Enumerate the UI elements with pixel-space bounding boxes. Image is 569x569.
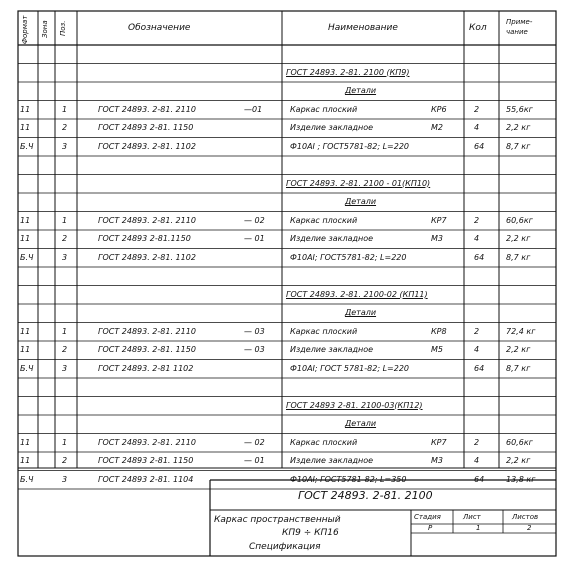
row-mark: М3 <box>431 456 443 465</box>
row-mark: М5 <box>431 345 443 354</box>
header-note-line1: Приме- <box>506 18 533 26</box>
row-note: 2,2 кг <box>506 456 531 465</box>
section-title: ГОСТ 24893 2-81. 2100-03(КП12) <box>286 400 423 410</box>
stamp-title-line1: Каркас пространственный <box>214 515 341 525</box>
section-subtitle: Детали <box>345 308 377 317</box>
row-quantity: 2 <box>474 104 480 114</box>
row-quantity: 2 <box>474 437 480 447</box>
stamp-sheet-label: Лист <box>463 513 481 521</box>
row-designation-suffix: — 01 <box>244 456 265 465</box>
row-note: 55,6кг <box>506 104 533 114</box>
row-designation-suffix: — 02 <box>244 437 265 447</box>
row-position: 3 <box>62 363 68 373</box>
row-name: Каркас плоский <box>290 326 358 336</box>
row-quantity: 4 <box>474 456 480 465</box>
row-mark: КР7 <box>431 437 447 447</box>
stamp-title-line3: Спецификация <box>249 542 321 552</box>
row-format: Б.Ч <box>20 252 34 262</box>
row-note: 8,7 кг <box>506 363 531 373</box>
row-designation: ГОСТ 24893. 2-81. 1102 <box>98 252 196 262</box>
stamp-stage-label: Стадия <box>414 513 441 521</box>
row-note: 72,4 кг <box>506 326 536 336</box>
row-position: 2 <box>62 234 68 243</box>
row-position: 2 <box>62 123 68 132</box>
row-position: 1 <box>62 104 68 114</box>
stamp-title-line2: КП9 ÷ КП16 <box>282 528 339 538</box>
row-format: 11 <box>20 326 31 336</box>
row-mark: М2 <box>431 123 443 132</box>
header-name: Наименование <box>328 23 398 33</box>
row-format: 11 <box>20 234 31 243</box>
row-position: 1 <box>62 326 68 336</box>
row-designation-suffix: — 01 <box>244 234 265 243</box>
section-title: ГОСТ 24893. 2-81. 2100-02 (КП11) <box>286 289 428 299</box>
row-quantity: 4 <box>474 345 480 354</box>
row-note: 13,8 кг <box>506 474 536 484</box>
row-note: 8,7 кг <box>506 141 531 151</box>
row-mark: КР7 <box>431 215 447 225</box>
header-note-line2: чание <box>506 28 528 36</box>
section-subtitle: Детали <box>345 197 377 206</box>
row-mark: КР6 <box>431 104 447 114</box>
row-designation: ГОСТ 24893. 2-81. 1150 <box>98 345 196 354</box>
row-designation: ГОСТ 24893. 2-81. 2110 <box>98 326 196 336</box>
row-name: Каркас плоский <box>290 215 358 225</box>
row-quantity: 4 <box>474 234 480 243</box>
row-quantity: 64 <box>474 141 485 151</box>
row-note: 2,2 кг <box>506 123 531 132</box>
stamp-stage-value: Р <box>428 524 433 532</box>
stamp-sheets-value: 2 <box>527 524 532 532</box>
row-quantity: 64 <box>474 474 485 484</box>
header-format: Формат <box>21 15 29 44</box>
row-name: Каркас плоский <box>290 104 358 114</box>
section-title: ГОСТ 24893. 2-81. 2100 (КП9) <box>286 67 410 77</box>
row-name: Каркас плоский <box>290 437 358 447</box>
row-note: 2,2 кг <box>506 234 531 243</box>
row-position: 2 <box>62 456 68 465</box>
row-position: 1 <box>62 437 68 447</box>
row-position: 3 <box>62 252 68 262</box>
row-position: 3 <box>62 474 68 484</box>
row-position: 2 <box>62 345 68 354</box>
row-note: 60,6кг <box>506 215 533 225</box>
row-position: 1 <box>62 215 68 225</box>
header-pos: Поз. <box>59 20 67 36</box>
row-quantity: 64 <box>474 252 485 262</box>
row-name: Ф10АI ; ГОСТ5781-82; L=220 <box>290 141 409 151</box>
section-subtitle: Детали <box>345 419 377 428</box>
row-designation-suffix: — 03 <box>244 326 265 336</box>
row-format: 11 <box>20 123 31 132</box>
row-format: 11 <box>20 215 31 225</box>
row-designation-suffix: — 02 <box>244 215 265 225</box>
row-format: 11 <box>20 104 31 114</box>
row-designation: ГОСТ 24893. 2-81 1102 <box>98 363 194 373</box>
header-designation: Обозначение <box>128 23 191 33</box>
row-mark: КР8 <box>431 326 447 336</box>
row-format: Б.Ч <box>20 141 34 151</box>
row-format: 11 <box>20 456 31 465</box>
row-mark: М3 <box>431 234 443 243</box>
row-designation: ГОСТ 24893 2-81. 1104 <box>98 474 194 484</box>
header-zone: Зона <box>41 20 49 38</box>
row-format: 11 <box>20 437 31 447</box>
stamp-code: ГОСТ 24893. 2-81. 2100 <box>298 489 433 502</box>
row-designation: ГОСТ 24893 2-81. 1150 <box>98 123 194 132</box>
row-format: Б.Ч <box>20 474 34 484</box>
row-name: Изделие закладное <box>290 456 374 465</box>
section-title: ГОСТ 24893. 2-81. 2100 - 01(КП10) <box>286 178 431 188</box>
row-designation: ГОСТ 24893. 2-81. 2110 <box>98 215 196 225</box>
row-format: 11 <box>20 345 31 354</box>
row-designation-suffix: — 03 <box>244 345 265 354</box>
section-subtitle: Детали <box>345 86 377 95</box>
row-designation: ГОСТ 24893 2-81. 1150 <box>98 456 194 465</box>
row-designation-suffix: —01 <box>244 104 263 114</box>
row-format: Б.Ч <box>20 363 34 373</box>
row-designation: ГОСТ 24893. 2-81. 2110 <box>98 437 196 447</box>
row-designation: ГОСТ 24893. 2-81. 2110 <box>98 104 196 114</box>
row-quantity: 2 <box>474 215 480 225</box>
row-designation: ГОСТ 24893. 2-81. 1102 <box>98 141 196 151</box>
row-name: Ф10АI; ГОСТ5781-82; L=350 <box>290 474 407 484</box>
header-qty: Кол <box>469 23 487 33</box>
stamp-sheets-label: Листов <box>512 513 539 521</box>
row-note: 8,7 кг <box>506 252 531 262</box>
row-position: 3 <box>62 141 68 151</box>
row-note: 2,2 кг <box>506 345 531 354</box>
row-name: Изделие закладное <box>290 234 374 243</box>
row-name: Изделие закладное <box>290 345 374 354</box>
row-name: Изделие закладное <box>290 123 374 132</box>
row-name: Ф10АI; ГОСТ5781-82; L=220 <box>290 252 407 262</box>
row-quantity: 64 <box>474 363 485 373</box>
row-quantity: 2 <box>474 326 480 336</box>
row-name: Ф10АI; ГОСТ 5781-82; L=220 <box>290 363 409 373</box>
stamp-sheet-value: 1 <box>476 524 481 532</box>
row-quantity: 4 <box>474 123 480 132</box>
row-designation: ГОСТ 24893 2-81.1150 <box>98 234 191 243</box>
row-note: 60,6кг <box>506 437 533 447</box>
